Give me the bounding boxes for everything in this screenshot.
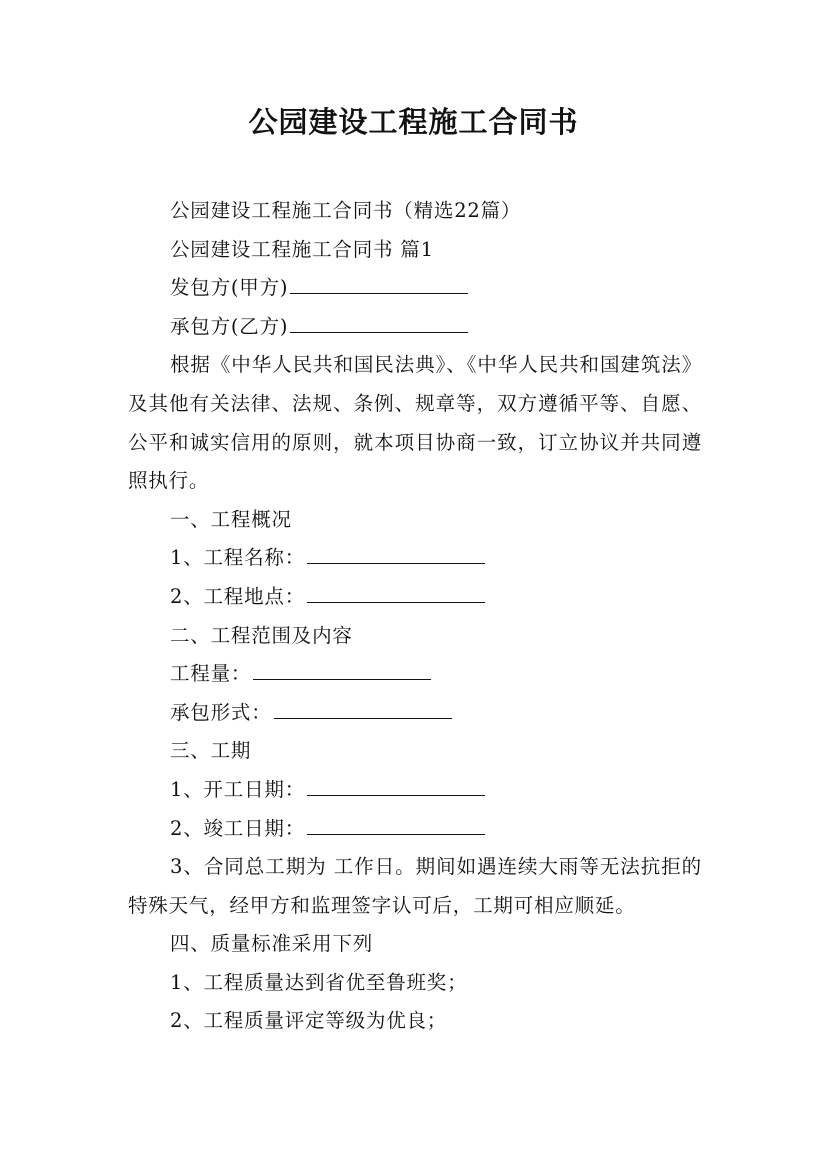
document-title: 公园建设工程施工合同书	[248, 105, 579, 139]
paragraph-text: 1、工程名称：	[170, 546, 306, 570]
paragraph-heading-overview	[128, 501, 702, 540]
paragraph-text: 2、竣工日期：	[170, 816, 306, 840]
paragraph-text: 一、工程概况	[170, 507, 292, 531]
paragraph-text: 根据《中华人民共和国民法典》、《中华人民共和国建筑法》及其他有关法律、法规、条例、规章等，双方遵循平等、自愿、公平和诚实信用的原则，就本项目协商一致，订立协议并共同遵照执行。	[128, 353, 702, 493]
paragraph-text: 1、开工日期：	[170, 777, 306, 801]
paragraph-party-b	[128, 308, 702, 347]
fill-in-blank	[290, 273, 468, 294]
fill-in-blank	[290, 312, 468, 333]
fill-in-blank	[307, 814, 485, 835]
fill-in-blank	[307, 775, 485, 796]
paragraph-heading-scope	[128, 617, 702, 656]
paragraph-text: 承包方(乙方)	[170, 314, 289, 338]
paragraph-preamble	[128, 346, 702, 500]
paragraph-text: 1、工程质量达到省优至鲁班奖；	[170, 970, 468, 994]
paragraph-quality-grade	[128, 1002, 702, 1041]
paragraph-project-name	[128, 539, 702, 578]
fill-in-blank	[307, 582, 485, 603]
paragraph-section-heading	[128, 231, 702, 270]
paragraph-quality-award	[128, 964, 702, 1003]
paragraph-text: 四、质量标准采用下列	[170, 932, 374, 956]
fill-in-blank	[307, 543, 485, 564]
paragraph-total-duration	[128, 848, 702, 925]
paragraph-heading-quality	[128, 925, 702, 964]
paragraph-intro	[128, 192, 702, 231]
paragraph-text: 工程量：	[170, 662, 252, 686]
document-body	[128, 192, 702, 1041]
fill-in-blank	[274, 698, 452, 719]
paragraph-contract-form	[128, 694, 702, 733]
paragraph-completion-date	[128, 810, 702, 849]
paragraph-text: 承包形式：	[170, 700, 272, 724]
paragraph-start-date	[128, 771, 702, 810]
paragraph-heading-schedule	[128, 732, 702, 771]
paragraph-text: 2、工程质量评定等级为优良；	[170, 1009, 448, 1033]
paragraph-text: 发包方(甲方)	[170, 276, 289, 300]
paragraph-text: 3、合同总工期为 工作日。期间如遇连续大雨等无法抗拒的特殊天气，经甲方和监理签字认可后，工期可相应顺延。	[128, 855, 702, 917]
paragraph-text: 三、工期	[170, 739, 252, 763]
paragraph-quantity	[128, 655, 702, 694]
paragraph-text: 公园建设工程施工合同书 篇1	[170, 237, 434, 261]
paragraph-project-location	[128, 578, 702, 617]
paragraph-text: 公园建设工程施工合同书（精选22篇）	[170, 199, 522, 222]
paragraph-party-a	[128, 269, 702, 308]
fill-in-blank	[253, 659, 431, 680]
paragraph-text: 2、工程地点：	[170, 584, 306, 608]
paragraph-text: 二、工程范围及内容	[170, 623, 353, 647]
